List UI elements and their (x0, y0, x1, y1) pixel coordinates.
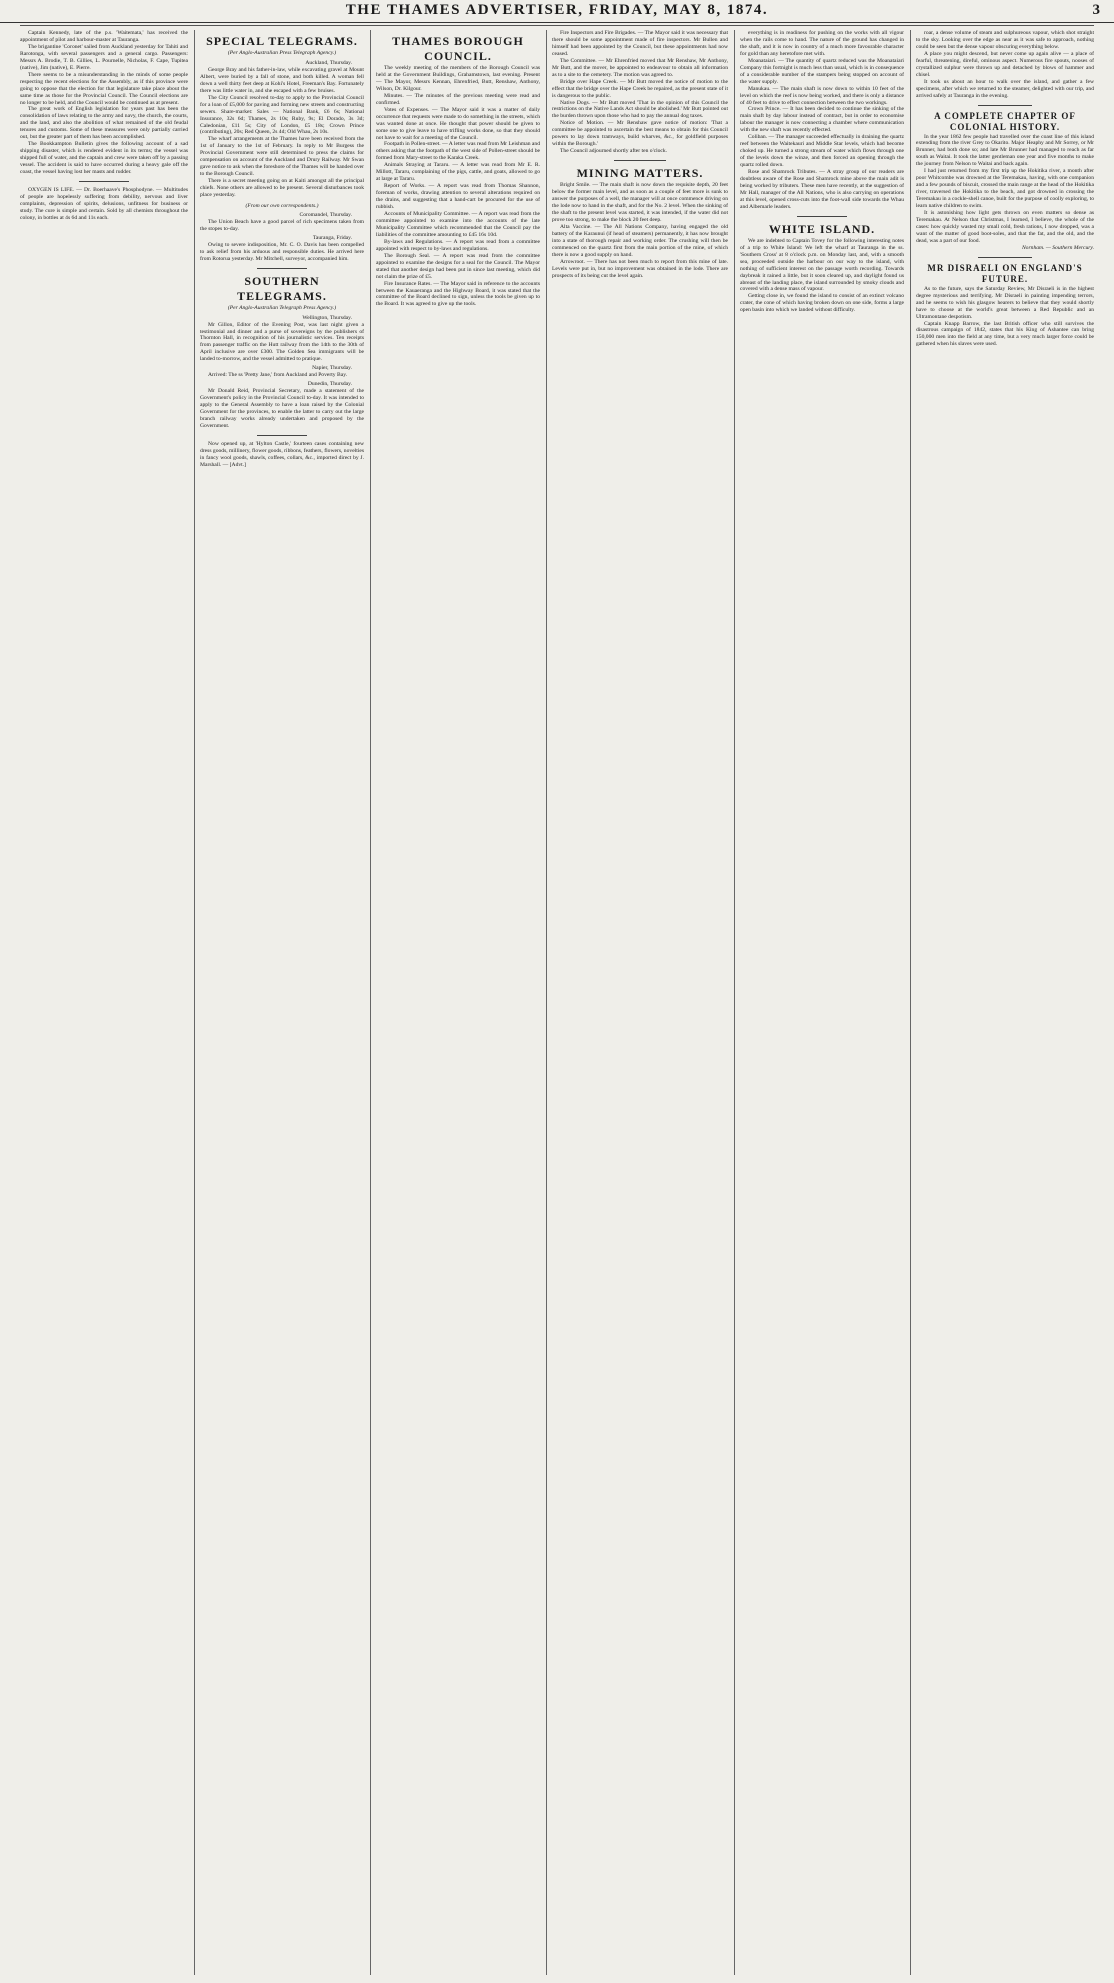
article-paragraph: As to the future, says the Saturday Review, Mr Disraeli is in the highest degree mysterious and terrifying. Mr Disraeli in painting impending terrors, and he seems to wish his glasgow hearers to believe that they would shortly have to choose at the world's great between a Red Republic and an Ultramontane despotism. (916, 285, 1094, 320)
article-paragraph: The brigantine 'Coronet' sailed from Auckland yesterday for Tahiti and Rarotonga, with several passengers and a general cargo. Passengers: Messrs A. Brodie, T. B. Gillies, L. Pournelle, Nicholas, F. Cape, Tupitea (native), Jim (native), E. Pierre. (20, 43, 188, 71)
page-title: THE THAMES ADVERTISER, FRIDAY, MAY 8, 1874. (345, 2, 769, 18)
article-paragraph: The City Council resolved to-day to apply to the Provincial Council for a loan of £5,000 for paving and forming new streets and constructing sewers. Share-market: Sales — National Bank, £6 6s; National Insurance, 32s 6d; Thames, 2s 10s; Ruby, 9s; El Dorado, 3s 3d; Caledonian, £11 5s; City of London, £5 18s; Crown Prince (contributing), 20s; Red Queen, 2s 4d; Old Whau, 2s 10s. (200, 94, 364, 136)
article-paragraph: We are indebted to Captain Tovey for the following interesting notes of a trip to White Island: We left the wharf at Tauranga in the ss. 'Southern Cross' at 8 o'clock p.m. on Monday last, and, with a smooth sea, proceeded outside the harbour on our way to the island, with nothing of sufficient interest on the passage worth recording. Towards daybreak it rained a little, but it soon cleared up, and daylight found us abreast of the landing place, the island surrounded by smoky clouds and covered with a dense mass of vapour. (740, 237, 904, 293)
article-paragraph: There seems to be a misunderstanding in the minds of some people respecting the recent elections for the Assembly, as if this province were going to oppose that the election for that legislature take place about the same time as those for the Provincial Council. The Council elections are no longer to be held, and the Council would be continued as at present. (20, 71, 188, 106)
article-paragraph: Rose and Shamrock Tributes. — A stray group of our readers are doubtless aware of the Rose and Shamrock mine above the main adit is being worked by tributers. These men have recently, at the suggestion of Mr Hall, manager of the All Nations, who is also carrying on operations at this level, opened cross-cuts into the foot-wall side towards the Whau and Albemarle leaders. (740, 169, 904, 210)
article-paragraph: The Council adjourned shortly after ten o'clock. (560, 148, 668, 155)
article-paragraph: The Bookkampton Bulletin gives the following account of a sad shipping disaster, which is rendered evident in its terms; the vessel was shipped full of water, and the captain and crew were taken off by a passing vessel. The accident is said to have occurred during a heavy gale off the coast, the vessel having lost her masts and rudder. (20, 141, 188, 176)
dateline: Dunedin, Thursday. (307, 381, 352, 388)
separator-rule (978, 257, 1031, 258)
advertisement: OXYGEN IS LIFE. — Dr. Boerhaave's Phosphodyne. — Multitudes of people are hopelessly suffering from debility, nervous and liver complaints, depression of spirits, delusions, unfitness for business or study. The cure is simple and certain. Sold by all chemists throughout the colony, in bottles at 4s 6d and 11s each. (20, 187, 188, 221)
article-paragraph: Notice of Motion. — Mr Renshaw gave notice of motion: 'That a committee be appointed to ascertain the best means to obtain for this Council powers to lay down tramways, build wharves, &c., for goldfield purposes within the Borough.' (552, 120, 728, 148)
page-number: 3 (1092, 2, 1100, 18)
subsection-heading: (From our own correspondents.) (245, 203, 319, 210)
article-paragraph: Mr Gillon, Editor of the Evening Post, was last night given a testimonial and dinner and a purse of sovereigns by the publishers of Thornton Hall, in recognition of his journalistic services. Ten receipts from passenger traffic on the Hutt railway from the 14th to the 30th of April inclusive are over £300. The Golden Sea immigrants will be landed to-morrow, and the vessel admitted to pratique. (200, 321, 364, 363)
signature-line: Nornham. — Southern Mercury. (1021, 244, 1094, 251)
article-paragraph: Crown Prince. — It has been decided to continue the sinking of the main shaft by day labour instead of contract, but in order to economise labour the manager is now connecting a chamber where communication with the new shaft was recently effected. (740, 106, 904, 134)
article-paragraph: Footpath in Pollen-street. — A letter was read from Mr Leishman and others asking that the footpath of the west side of Pollen-street should be formed from Mary-street to the Karaka Creek. (376, 141, 540, 162)
section-subheading: (Per Anglo-Australian Press Telegraph Agency.) (227, 50, 337, 56)
article-paragraph: It is astonishing how light gets thrown on even matters so dense as Teremakau. At Nelson that Christmas, I learned, I believe, the whole of the cases: how quickly wasted my small cold, fresh rations, I now dropped, was a want of the matter of good boot-soles, and that the fat, and the old, and the dead, was a part of our food. (916, 210, 1094, 244)
separator-rule (257, 435, 306, 436)
article-paragraph: It took us about an hour to walk over the island, and gather a few specimens, after which we returned to the steamer, delighted with our trip, and arrived safely at Tauranga in the evening. (916, 78, 1094, 99)
article-paragraph: Arrowroot. — There has not been much to report from this mine of late. Levels were put in, but no improvement was obtained in the lode. There are prospects of its being cut the level again. (552, 258, 728, 279)
advertisement: Now opened up, at 'Hylton Castle,' fourteen cases containing new dress goods, millinery, flower goods, ribbons, feathers, flowers, novelties in fancy wool goods, shawls, coffees, collars, &c., imported direct by J. Marshall. — [Advt.] (200, 440, 364, 468)
article-paragraph: everything is in readiness for pushing on the works with all vigour when the rails come to hand. The nature of the ground has changed in the shaft, and it is now in country of a much more favourable character for gold than any heretofore met with. (740, 30, 904, 57)
article-paragraph: Moanataiari. — The quantity of quartz reduced was the Moanataiari Company this fortnight is much less than usual, which is in consequence of a considerable number of the stampers being stopped on account of the water supply. (740, 57, 904, 85)
article-paragraph: Alta Vaccine. — The All Nations Company, having engaged the old battery of the Karaunui (if head of steamers) permanently, it has now brought into a state of thorough repair and working order. The crushing will then be commenced on the quartz first from the main portion of the mine, of which there is now a good supply on hand. (552, 223, 728, 258)
column-4 (552, 30, 728, 1975)
article-paragraph: A place you might descend, but never come up again alive — a place of fearful, threatening, direful, ominous aspect. Numerous fire spouts, nooses of crystallized sulphur were thrown up and detached by blows of hammer and chisel. (916, 50, 1094, 78)
article-paragraph: Coliban. — The manager succeeded effectually in draining the quartz reef between the Waitekauri and Middle Star levels, which had become choked up. He turned a strong stream of water which flows through one of the levels down the winze, and then forced an opening through the quartz rolled down. (740, 134, 904, 169)
column-2 (200, 30, 364, 1975)
article-paragraph: The wharf arrangements at the Thames have been received from the 1st of January to the 1st of February. In reply to Mr Burgess the Provincial Government were still determined to press the claims for compensation on account of the Auckland and Drury Railway. Mr Swan gave notice to ask when the foreshore of the Thames will be handed over to the Borough Council. (200, 136, 364, 178)
article-paragraph: Manukau. — The main shaft is now down to within 10 feet of the level on which the reef is now being worked, and there is only a distance of 40 feet to drive to effect connection between the two workings. (740, 85, 904, 106)
dateline: Auckland, Thursday. (305, 59, 352, 66)
section-heading: MR DISRAELI ON ENGLAND'S FUTURE. (927, 262, 1083, 284)
article-paragraph: roar, a dense volume of steam and sulphureous vapour, which shot straight to the sky. Looking over the edge as near as it was safe to approach, nothing could be seen but the dense vapour obscuring everything below. (916, 30, 1094, 50)
section-heading: THAMES BOROUGH COUNCIL. (392, 34, 524, 63)
separator-rule (257, 268, 306, 269)
column-6 (916, 30, 1094, 1975)
column-3 (376, 30, 540, 1975)
article-paragraph: In the year 1862 few people had travelled over the coast line of this island extending from the river Grey to Okarito. Major Heaphy and Mr Sorrey, or Mr Brunner, had both done so; and late Mr Brunner had managed to reach as far south as Waitai. It took the latter gentleman one year and five months to make the journey from Nelson to Waitai and back again. (916, 133, 1094, 168)
article-paragraph: The Committee. — Mr Ehrenfried moved that Mr Renshaw, Mr Anthony, Mr Butt, and the mover, be appointed to endeavour to obtain all information as to a site to the cemetery. The motion was agreed to. (552, 57, 728, 78)
section-heading: A COMPLETE CHAPTER OF COLONIAL HISTORY. (934, 110, 1076, 132)
article-paragraph: Minutes. — The minutes of the previous meeting were read and confirmed. (376, 92, 540, 106)
masthead-rule (20, 25, 1094, 26)
dateline: Coromandel, Thursday. (299, 211, 352, 218)
separator-rule (978, 105, 1031, 106)
column-divider (734, 30, 735, 1975)
article-paragraph: Native Dogs. — Mr Butt moved 'That in the opinion of this Council the restrictions on the Native Lands Act should be abolished.' Mr Butt pointed out the burden thrown upon those who had to pay the annual dog taxes. (552, 99, 728, 120)
section-heading: MINING MATTERS. (576, 166, 704, 181)
article-paragraph: Bridge over Hape Creek. — Mr Butt moved the notice of motion to the effect that the bridge over the Hape Creek be repaired, as the present state of it is dangerous to the public. (552, 78, 728, 99)
article-paragraph: Captain Knapp Barrow, the last British officer who still survives the disastrous campaign of 1842, states that his King of Ashantee can bring 150,000 men into the field at any time, but a very much larger force could be gathered when his slaves were used. (916, 320, 1094, 348)
article-paragraph: Animals Straying at Tararu. — A letter was read from Mr E. R. Millott, Tararu, complaining of the pigs, cattle, and goats, allowed to go at large at Tararu. (376, 162, 540, 183)
masthead (0, 0, 1114, 23)
separator-rule (614, 160, 667, 161)
article-paragraph: There is a secret meeting going on at Kaiti amongst all the principal chiefs. None others are allowed to be present. Several disturbances took place yesterday. (200, 178, 364, 199)
dateline: Napier, Thursday. (312, 365, 352, 372)
article-paragraph: Arrived: The ss 'Pretty Jane,' from Auckland and Poverty Bay. (208, 372, 348, 379)
article-paragraph: I had just returned from my first trip up the Hokitika river, a month after poor Whitcombe was drowned at the Teremakau, having, with one companion and a few pounds of biscuit, crossed the main range at the head of the Hokitika river, traversed the Hokitika to the beach, and got drowned in crossing the Teremakau in a cockle-shell canoe, built for the purpose of coolly exploring, to learn native children to swim. (916, 168, 1094, 210)
article-paragraph: The weekly meeting of the members of the Borough Council was held at the Government Buildings, Grahamstown, last evening. Present — The Mayor, Messrs Kennan, Ehrenfried, Butt, Renshaw, Anthony, Wilson, Dr. Kilgour. (376, 65, 540, 92)
article-paragraph: By-laws and Regulations. — A report was read from a committee appointed with respect to by-laws and regulations. (376, 238, 540, 252)
column-divider (370, 30, 371, 1975)
column-5 (740, 30, 904, 1975)
article-paragraph: The Union Beach have a good parcel of rich specimens taken from the stopes to-day. (200, 218, 364, 232)
article-paragraph: Owing to severe indisposition, Mr. C. O. Davis has been compelled to ask relief from his arduous and responsible duties. He arrived here from Rotorua yesterday. Mr Mitchell, surveyor, accompanied him. (200, 241, 364, 262)
section-heading: WHITE ISLAND. (768, 221, 876, 236)
article-paragraph: The great work of English legislation for years past has been the consolidation of laws relating to the army and navy, the church, the courts, and the land, and also the abolition of what remained of the old feudal tenures and customs. Some of these measures were only partially carried out, but the greater part of them has been accomplished. (20, 106, 188, 141)
separator-rule (79, 181, 129, 182)
article-paragraph: The Borough Seal. — A report was read from the committee appointed to examine the designs for a seal for the Council. The Mayor stated that another design had been put in since last meeting, which did not claim the prize of £5. (376, 252, 540, 280)
section-heading: SPECIAL TELEGRAMS. (206, 34, 358, 48)
article-paragraph: Bright Smile. — The main shaft is now down the requisite depth, 20 feet below the former main level, and as soon as a couple of feet more is sunk to answer the purposes of a well, the manager will at once commence driving on the lode now to hand in the shaft, and for the No. 2 level. When the sinking of the shaft to the present level was started, it was intended, if the water did not prove too strong, to make the block 20 feet deep. (552, 182, 728, 223)
article-paragraph: Fire Inspectors and Fire Brigades. — The Mayor said it was necessary that there should be some appointment made of fire inspectors. Mr Bullen and himself had been appointed by the Council, but these appointments had now ceased. (552, 30, 728, 57)
article-paragraph: Accounts of Municipality Committee. — A report was read from the committee appointed to examine into the accounts of the late Municipality Committee which recommended that the Council pay the liabilities of the committee amounting to £45 16s 10d. (376, 211, 540, 238)
dateline: Wellington, Thursday. (302, 314, 352, 321)
dateline: Tauranga, Friday. (312, 234, 352, 241)
article-paragraph: Mr Donald Reid, Provincial Secretary, made a statement of the Government's policy in the Provincial Council to-day. It was intended to apply to the General Assembly to have a loan raised by the Colonial Government for the provinces, to enable the latter to carry out the large branch railway works already undertaken and proposed by the Government. (200, 388, 364, 429)
article-paragraph: George Bray and his father-in-law, while excavating gravel at Mount Albert, were buried by a fall of stone, and both killed. A woman fell down a well thirty feet deep at Kohi's Hotel, Freeman's Bay. Fortunately there was little water in, and she escaped with a few bruises. (200, 66, 364, 94)
article-paragraph: Getting close in, we found the island to consist of an extinct volcano crater, the cone of which having broken down on one side, forms a large open basin into which we landed without difficulty. (740, 293, 904, 314)
separator-rule (797, 216, 846, 217)
article-paragraph: Report of Works. — A report was read from Thomas Shannon, foreman of works, drawing attention to several alterations required on the drains, and suggesting that a hand-cart be procured for the use of rubbish. (376, 183, 540, 211)
column-divider (910, 30, 911, 1975)
article-paragraph: Votes of Expenses. — The Mayor said it was a matter of daily occurrence that requests were made to do something in the streets, which was wanted done at once. He thought that power should be given to some one to give leave to have trifling works done, so that they should not have to wait for a meeting of the Council. (376, 106, 540, 141)
column-divider (194, 30, 195, 1975)
column-divider (546, 30, 547, 1975)
column-1 (20, 30, 188, 1975)
section-heading: SOUTHERN TELEGRAMS. (237, 273, 327, 303)
article-paragraph: Fire Insurance Rates. — The Mayor said in reference to the accounts between the Kauaeranga and the Highway Board, it was stated that the committee of the Board declined to sign, unless the tools be given up to the Board. It was agreed to give up the tools. (376, 280, 540, 308)
section-subheading: (Per Anglo-Australian Telegraph Press Agency.) (227, 304, 337, 311)
article-paragraph: Captain Kennedy, late of the p.s. 'Waitemata,' has received the appointment of pilot and harbour-master at Tauranga. (20, 30, 188, 43)
